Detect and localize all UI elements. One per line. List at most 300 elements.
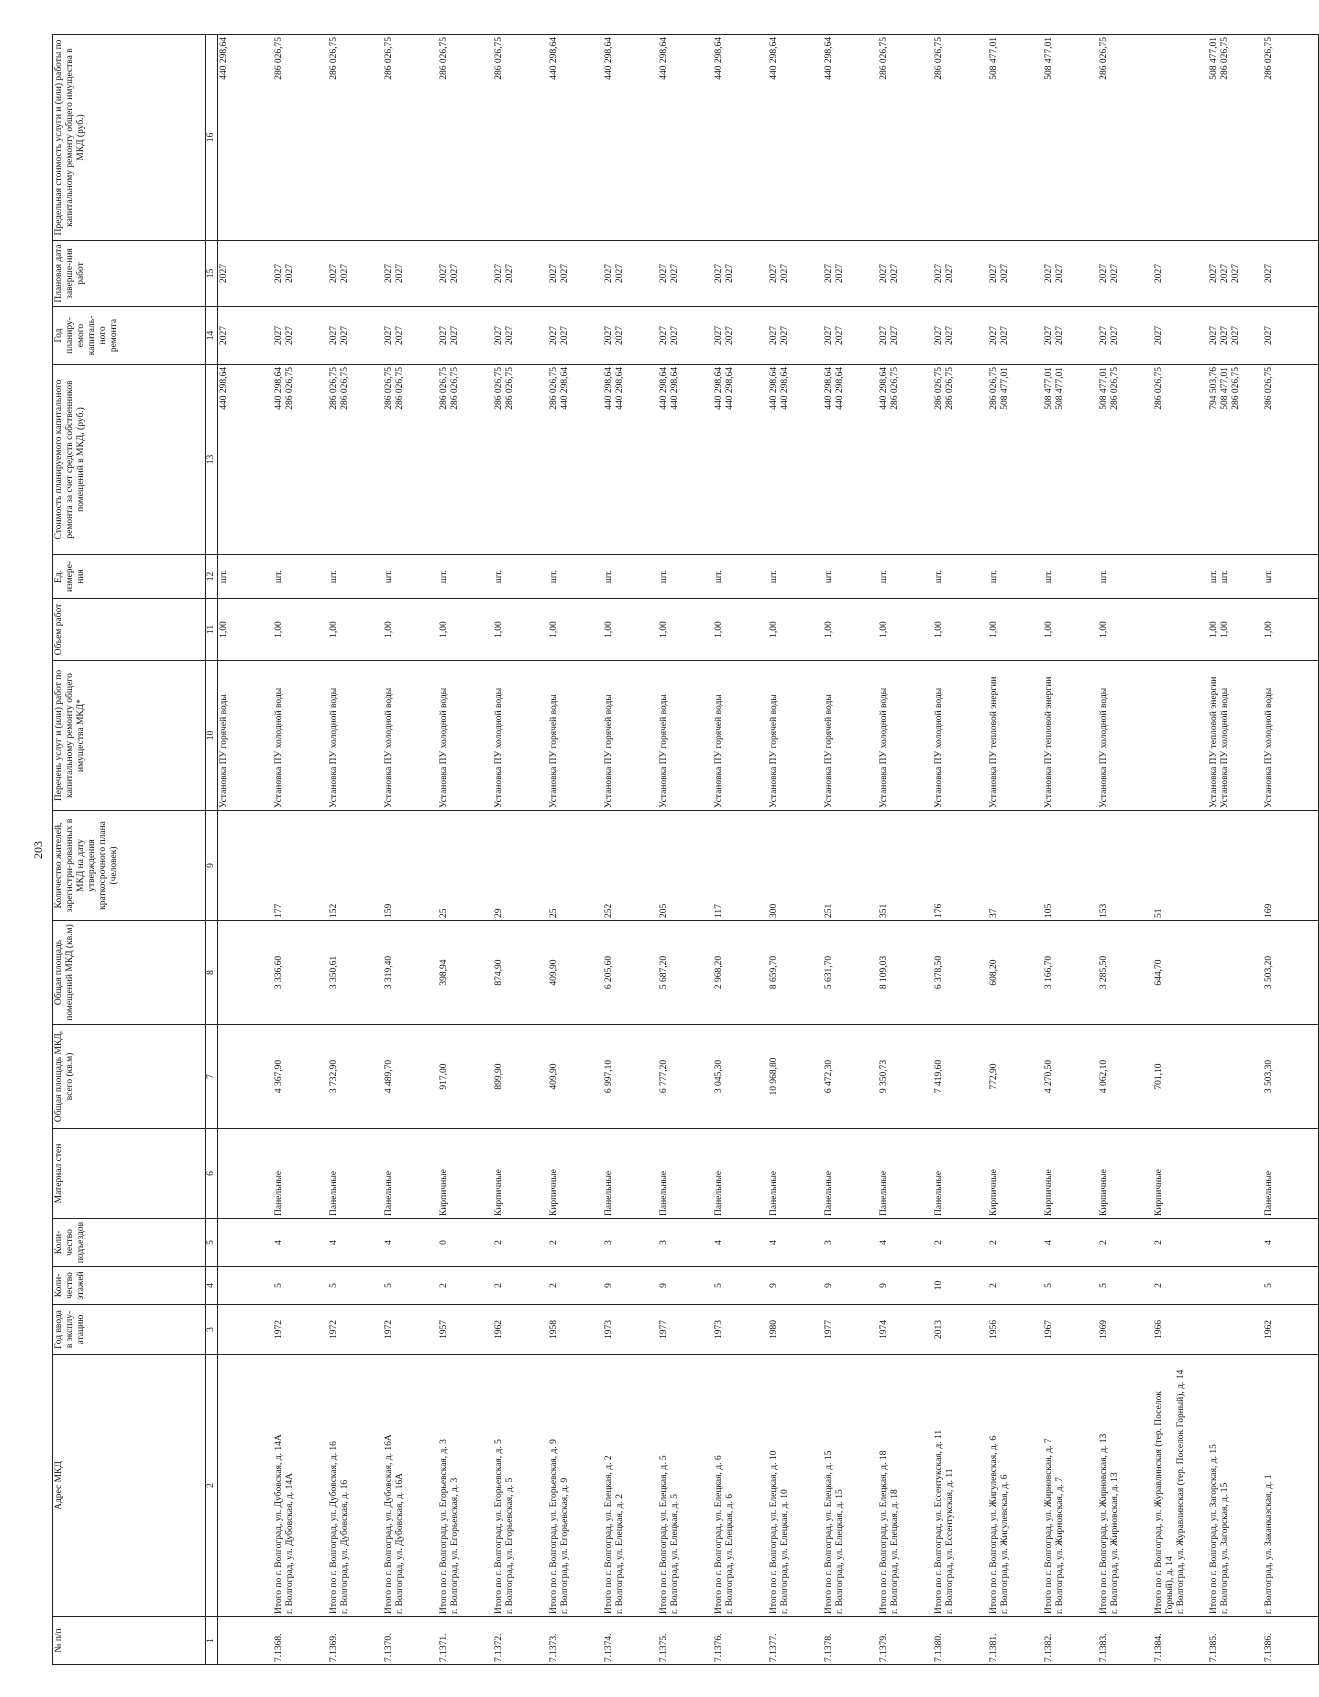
volume-text-2: 1,00 [1220, 621, 1230, 638]
table-row [438, 35, 493, 1665]
table-row [1043, 35, 1098, 1665]
row-number-text: 7.1380. [934, 1633, 944, 1662]
volume-text: 1,00 [219, 621, 229, 638]
plan-year-cell [878, 307, 933, 365]
area-rooms-cell [218, 921, 274, 1025]
cost-text: 286 026,75 [395, 367, 405, 410]
total-label: Итого по г. Волгоград, ул. Дубовская, д. 14А [274, 1434, 284, 1614]
plan-year-text: 2027 [285, 326, 295, 345]
year-cell [1208, 1305, 1263, 1355]
column-number-5: 5 [206, 1219, 218, 1267]
year-cell: 1977 [658, 1305, 713, 1355]
year-cell: 1967 [1043, 1305, 1098, 1355]
volume-cell [1208, 599, 1263, 661]
total-cost-text: 440 298,64 [769, 367, 779, 410]
end-year-text: 2027 [835, 264, 845, 283]
plan-year-text: 2027 [1110, 326, 1120, 345]
plan-year-text: 2027 [219, 326, 229, 345]
column-number-6: 6 [206, 1129, 218, 1219]
limit-text: 440 298,64 [549, 37, 559, 80]
area-rooms-cell: 5 687,20 [658, 921, 713, 1025]
limit-cell [383, 35, 438, 241]
limit-text: 286 026,75 [439, 37, 449, 80]
unit-text: шт. [1264, 569, 1274, 584]
cost-cell [1098, 365, 1153, 555]
column-number-4: 4 [206, 1267, 218, 1305]
total-label: Итого по г. Волгоград, ул. Дубовская, д. 16 [329, 1441, 339, 1614]
volume-cell [1263, 599, 1319, 661]
end-year-cell [548, 241, 603, 307]
table-row [713, 35, 768, 1665]
area-total-cell [1208, 1025, 1263, 1129]
end-year-cell [603, 241, 658, 307]
plan-year-cell [273, 307, 328, 365]
material-cell: Панельные [273, 1129, 328, 1219]
cost-cell [878, 365, 933, 555]
volume-text: 1,00 [934, 621, 944, 638]
address-cell [1208, 1355, 1263, 1617]
limit-text: 286 026,75 [934, 37, 944, 80]
cost-cell [328, 365, 383, 555]
residents-cell: 105 [1043, 811, 1098, 921]
work-cell [1043, 661, 1098, 811]
end-year-text: 2027 [670, 264, 680, 283]
residents-cell: 37 [988, 811, 1043, 921]
residents-cell: 300 [768, 811, 823, 921]
row-number-text: 7.1373. [549, 1633, 559, 1662]
residents-cell [1208, 811, 1263, 921]
floors-cell: 2 [1153, 1267, 1208, 1305]
total-label: Итого по г. Волгоград, ул. Дубовская, д. 16А [384, 1434, 394, 1614]
cost-text: 286 026,75 [285, 367, 295, 410]
limit-text: 286 026,75 [384, 37, 394, 80]
plan-year-text: 2027 [1264, 326, 1274, 345]
cost-text: 286 026,75 [1264, 367, 1274, 410]
column-header-10: Перечень услуг и (или) работ по капитальному ремонту общего имущества МКД* [53, 661, 206, 811]
total-cost-text: 286 026,75 [989, 367, 999, 410]
volume-text: 1,00 [494, 621, 504, 638]
area-total-cell: 3 732,90 [328, 1025, 383, 1129]
plan-year-text: 2027 [340, 326, 350, 345]
work-cell [1208, 661, 1263, 811]
end-year-cell [823, 241, 878, 307]
work-text: Установка ПУ холодной воды [329, 687, 339, 808]
address-cell [713, 1355, 768, 1617]
header-row [53, 35, 206, 1665]
area-rooms-cell: 6 205,60 [603, 921, 658, 1025]
end-year-text: 2027 [450, 264, 460, 283]
year-cell [218, 1305, 274, 1355]
address-text: г. Волгоград, ул. Елецкая, д. 2 [615, 1494, 625, 1614]
unit-cell [1263, 555, 1319, 599]
plan-year-cell [328, 307, 383, 365]
cost-cell [1153, 365, 1208, 555]
unit-cell [438, 555, 493, 599]
volume-text: 1,00 [659, 621, 669, 638]
plan-year-text: 2027 [560, 326, 570, 345]
work-text: Установка ПУ тепловой энергии [1044, 676, 1054, 808]
total-end-text: 2027 [274, 264, 284, 283]
table-row [1098, 35, 1153, 1665]
total-end-text: 2027 [1209, 264, 1219, 283]
limit-cell [988, 35, 1043, 241]
year-cell: 1977 [823, 1305, 878, 1355]
table-body [218, 35, 1319, 1665]
work-text: Установка ПУ горячей воды [659, 694, 669, 808]
end-year-cell [438, 241, 493, 307]
total-end-text: 2027 [1099, 264, 1109, 283]
address-text: г. Волгоград, ул. Жирновская, д. 7 [1055, 1477, 1065, 1614]
unit-text: шт. [824, 569, 834, 584]
row-number-text: 7.1383. [1099, 1633, 1109, 1662]
total-end-text: 2027 [659, 264, 669, 283]
volume-cell [713, 599, 768, 661]
table-row [493, 35, 548, 1665]
plan-year-text-2: 2027 [1231, 326, 1241, 345]
area-total-cell: 4 367,90 [273, 1025, 328, 1129]
work-text: Установка ПУ тепловой энергии [1209, 676, 1219, 808]
column-header-7: Общая площадь МКД, всего (кв.м) [53, 1025, 206, 1129]
address-cell [218, 1355, 274, 1617]
material-cell [218, 1129, 274, 1219]
address-text: г. Волгоград, ул. Елецкая, д. 18 [890, 1489, 900, 1614]
limit-cell [1208, 35, 1263, 241]
total-label: Итого по г. Волгоград, ул. Загорская, д. 15 [1209, 1444, 1219, 1614]
row-number-text: 7.1384. [1154, 1633, 1164, 1662]
row-number-text: 7.1368. [274, 1633, 284, 1662]
address-text: г. Волгоград, ул. Елецкая, д. 10 [780, 1489, 790, 1614]
limit-text-2: 286 026,75 [1220, 37, 1230, 80]
total-label: Итого по г. Волгоград, ул. Елецкая, д. 5 [659, 1455, 669, 1614]
area-rooms-cell: 608,20 [988, 921, 1043, 1025]
year-cell: 1962 [493, 1305, 548, 1355]
total-year-text: 2027 [604, 326, 614, 345]
volume-text: 1,00 [824, 621, 834, 638]
column-number-15: 15 [206, 241, 218, 307]
end-year-text: 2027 [505, 264, 515, 283]
end-year-cell [933, 241, 988, 307]
limit-cell [218, 35, 274, 241]
plan-year-cell [1043, 307, 1098, 365]
area-rooms-cell: 6 378,50 [933, 921, 988, 1025]
year-cell: 1957 [438, 1305, 493, 1355]
unit-cell [218, 555, 274, 599]
work-cell [438, 661, 493, 811]
cost-cell [1208, 365, 1263, 555]
volume-text: 1,00 [329, 621, 339, 638]
area-total-cell: 701,10 [1153, 1025, 1208, 1129]
end-year-cell [878, 241, 933, 307]
material-cell: Панельные [328, 1129, 383, 1219]
unit-text: шт. [879, 569, 889, 584]
plan-year-cell [768, 307, 823, 365]
floors-cell: 5 [1098, 1267, 1153, 1305]
address-cell [1043, 1355, 1098, 1617]
end-year-text: 2027 [615, 264, 625, 283]
total-cost-text: 286 026,75 [1154, 367, 1164, 410]
column-header-14: Год планиру-емого капиталь-ного ремонта [53, 307, 206, 365]
cost-text: 440 298,64 [725, 367, 735, 410]
cost-text: 286 026,75 [1110, 367, 1120, 410]
table-row [383, 35, 438, 1665]
row-number-text: 7.1375. [659, 1633, 669, 1662]
material-cell: Кирпичные [1153, 1129, 1208, 1219]
row-number [823, 1617, 878, 1665]
column-header-11: Объем работ [53, 599, 206, 661]
total-cost-text: 440 298,64 [879, 367, 889, 410]
unit-cell [1098, 555, 1153, 599]
floors-cell: 2 [438, 1267, 493, 1305]
limit-text: 286 026,75 [329, 37, 339, 80]
limit-cell [713, 35, 768, 241]
unit-cell [493, 555, 548, 599]
column-header-8: Общая площадь помещений МКД (кв.м) [53, 921, 206, 1025]
total-cost-text: 286 026,75 [494, 367, 504, 410]
limit-cell [658, 35, 713, 241]
area-rooms-cell: 644,70 [1153, 921, 1208, 1025]
total-label: Итого по г. Волгоград, ул. Журавлинская (тер. Поселок Горный), д. 14 [1154, 1391, 1175, 1614]
limit-text: 286 026,75 [1264, 37, 1274, 80]
residents-cell: 25 [438, 811, 493, 921]
column-number-10: 10 [206, 661, 218, 811]
row-number [383, 1617, 438, 1665]
address-cell [603, 1355, 658, 1617]
cost-text: 286 026,75 [450, 367, 460, 410]
work-cell [933, 661, 988, 811]
end-year-cell [1263, 241, 1319, 307]
cost-text-2: 286 026,75 [1231, 367, 1241, 410]
end-year-text: 2027 [1055, 264, 1065, 283]
entrances-cell: 4 [1263, 1219, 1319, 1267]
volume-cell [603, 599, 658, 661]
total-year-text: 2027 [714, 326, 724, 345]
end-year-cell [768, 241, 823, 307]
total-label: Итого по г. Волгоград, ул. Елецкая, д. 15 [824, 1450, 834, 1614]
address-cell [1098, 1355, 1153, 1617]
total-year-text: 2027 [659, 326, 669, 345]
limit-cell [548, 35, 603, 241]
cost-text: 286 026,75 [890, 367, 900, 410]
row-number [218, 1617, 274, 1665]
row-number [1098, 1617, 1153, 1665]
limit-text: 508 477,01 [1209, 37, 1219, 80]
end-year-text: 2027 [395, 264, 405, 283]
total-cost-text: 286 026,75 [329, 367, 339, 410]
entrances-cell: 3 [823, 1219, 878, 1267]
material-cell: Панельные [823, 1129, 878, 1219]
volume-cell [1098, 599, 1153, 661]
limit-text: 440 298,64 [219, 37, 229, 80]
residents-cell [218, 811, 274, 921]
residents-cell: 159 [383, 811, 438, 921]
unit-text: шт. [604, 569, 614, 584]
address-cell [823, 1355, 878, 1617]
row-number-text: 7.1382. [1044, 1633, 1054, 1662]
volume-text: 1,00 [549, 621, 559, 638]
area-total-cell [218, 1025, 274, 1129]
row-number-text: 7.1369. [329, 1633, 339, 1662]
cost-cell [273, 365, 328, 555]
table-row [1153, 35, 1208, 1665]
table-row [823, 35, 878, 1665]
residents-cell: 169 [1263, 811, 1319, 921]
unit-text-2: шт. [1220, 569, 1230, 584]
plan-year-cell [1208, 307, 1263, 365]
volume-cell [768, 599, 823, 661]
material-cell: Панельные [383, 1129, 438, 1219]
area-rooms-cell: 3 319,40 [383, 921, 438, 1025]
limit-text: 440 298,64 [659, 37, 669, 80]
total-year-text: 2027 [1154, 326, 1164, 345]
row-number [603, 1617, 658, 1665]
row-number-text: 7.1372. [494, 1633, 504, 1662]
plan-year-text: 2027 [1055, 326, 1065, 345]
material-cell: Кирпичные [1043, 1129, 1098, 1219]
year-cell: 1972 [328, 1305, 383, 1355]
area-total-cell: 6 472,30 [823, 1025, 878, 1129]
work-cell [1263, 661, 1319, 811]
row-number [493, 1617, 548, 1665]
material-cell: Панельные [1263, 1129, 1319, 1219]
plan-year-text: 2027 [945, 326, 955, 345]
total-year-text: 2027 [1099, 326, 1109, 345]
floors-cell [1208, 1267, 1263, 1305]
row-number [713, 1617, 768, 1665]
address-cell [273, 1355, 328, 1617]
total-year-text: 2027 [274, 326, 284, 345]
plan-year-cell [548, 307, 603, 365]
address-cell [493, 1355, 548, 1617]
plan-year-cell [603, 307, 658, 365]
plan-year-text: 2027 [1000, 326, 1010, 345]
material-cell: Панельные [603, 1129, 658, 1219]
cost-text: 508 477,01 [1220, 367, 1230, 410]
column-number-1: 1 [206, 1617, 218, 1665]
total-year-text: 2027 [329, 326, 339, 345]
column-number-13: 13 [206, 365, 218, 555]
address-text: г. Волгоград, ул. Елецкая, д. 15 [835, 1489, 845, 1614]
row-number [878, 1617, 933, 1665]
table-row [328, 35, 383, 1665]
volume-cell [878, 599, 933, 661]
area-rooms-cell: 409,90 [548, 921, 603, 1025]
unit-cell [768, 555, 823, 599]
row-number [933, 1617, 988, 1665]
limit-text: 440 298,64 [714, 37, 724, 80]
total-end-text: 2027 [1154, 264, 1164, 283]
work-cell [383, 661, 438, 811]
end-year-cell [1153, 241, 1208, 307]
entrances-cell: 4 [713, 1219, 768, 1267]
row-number-text: 7.1374. [604, 1633, 614, 1662]
cost-cell [493, 365, 548, 555]
address-text: г. Волгоград, ул. Егорьевская, д. 9 [560, 1477, 570, 1614]
address-text: г. Волгоград, ул. Елецкая, д. 5 [670, 1494, 680, 1614]
plan-year-cell [658, 307, 713, 365]
area-total-cell: 409,90 [548, 1025, 603, 1129]
limit-text: 286 026,75 [1099, 37, 1109, 80]
residents-cell: 205 [658, 811, 713, 921]
area-total-cell: 7 419,60 [933, 1025, 988, 1129]
work-text: Установка ПУ горячей воды [604, 694, 614, 808]
unit-text: шт. [549, 569, 559, 584]
entrances-cell: 2 [548, 1219, 603, 1267]
total-cost-text: 508 477,01 [1099, 367, 1109, 410]
area-rooms-cell [1208, 921, 1263, 1025]
address-cell [1263, 1355, 1319, 1617]
total-year-text: 2027 [1044, 326, 1054, 345]
limit-text: 286 026,75 [879, 37, 889, 80]
address-text: г. Волгоград, ул. Журавлинская (тер. Поселок Горный), д. 14 [1176, 1369, 1186, 1614]
cost-text: 440 298,64 [670, 367, 680, 410]
unit-cell [713, 555, 768, 599]
cost-cell [383, 365, 438, 555]
cost-text: 440 298,64 [780, 367, 790, 410]
total-end-text: 2027 [384, 264, 394, 283]
area-total-cell: 3 045,30 [713, 1025, 768, 1129]
end-year-cell [658, 241, 713, 307]
cost-text: 508 477,01 [1055, 367, 1065, 410]
total-end-text: 2027 [1044, 264, 1054, 283]
total-label: Итого по г. Волгоград, ул. Егорьевская, д. 3 [439, 1439, 449, 1614]
floors-cell: 9 [823, 1267, 878, 1305]
floors-cell [218, 1267, 274, 1305]
entrances-cell: 2 [493, 1219, 548, 1267]
row-number [438, 1617, 493, 1665]
total-label: Итого по г. Волгоград, ул. Егорьевская, д. 5 [494, 1439, 504, 1614]
total-year-text: 2027 [879, 326, 889, 345]
entrances-cell: 0 [438, 1219, 493, 1267]
end-year-text-2: 2027 [1231, 264, 1241, 283]
address-text: г. Волгоград, ул. Елецкая, д. 6 [725, 1494, 735, 1614]
end-year-text: 2027 [1220, 264, 1230, 283]
material-cell: Кирпичные [1098, 1129, 1153, 1219]
total-end-text: 2027 [439, 264, 449, 283]
plan-year-text: 2027 [780, 326, 790, 345]
work-cell [1098, 661, 1153, 811]
unit-text: шт. [439, 569, 449, 584]
floors-cell: 9 [603, 1267, 658, 1305]
cost-cell [823, 365, 878, 555]
end-year-cell [383, 241, 438, 307]
work-text: Установка ПУ холодной воды [934, 687, 944, 808]
plan-year-cell [218, 307, 274, 365]
table-row [603, 35, 658, 1665]
row-number [548, 1617, 603, 1665]
total-end-text: 2027 [549, 264, 559, 283]
cost-text: 440 298,64 [835, 367, 845, 410]
plan-year-text: 2027 [890, 326, 900, 345]
limit-text: 508 477,01 [1044, 37, 1054, 80]
plan-year-text: 2027 [835, 326, 845, 345]
total-year-text: 2027 [439, 326, 449, 345]
table-row [988, 35, 1043, 1665]
limit-cell [768, 35, 823, 241]
volume-text: 1,00 [1264, 621, 1274, 638]
address-text: г. Волгоград, ул. Ессентукская, д. 11 [945, 1468, 955, 1614]
total-year-text: 2027 [769, 326, 779, 345]
limit-text: 286 026,75 [274, 37, 284, 80]
column-header-15: Плановая дата заверше-ния работ [53, 241, 206, 307]
year-cell: 1980 [768, 1305, 823, 1355]
floors-cell: 2 [548, 1267, 603, 1305]
end-year-text: 2027 [945, 264, 955, 283]
work-text-2: Установка ПУ холодной воды [1220, 687, 1230, 808]
unit-text: шт. [1209, 569, 1219, 584]
year-cell: 1973 [713, 1305, 768, 1355]
address-text: г. Волгоград, ул. Жигулевская, д. 6 [1000, 1474, 1010, 1614]
row-number [1263, 1617, 1319, 1665]
